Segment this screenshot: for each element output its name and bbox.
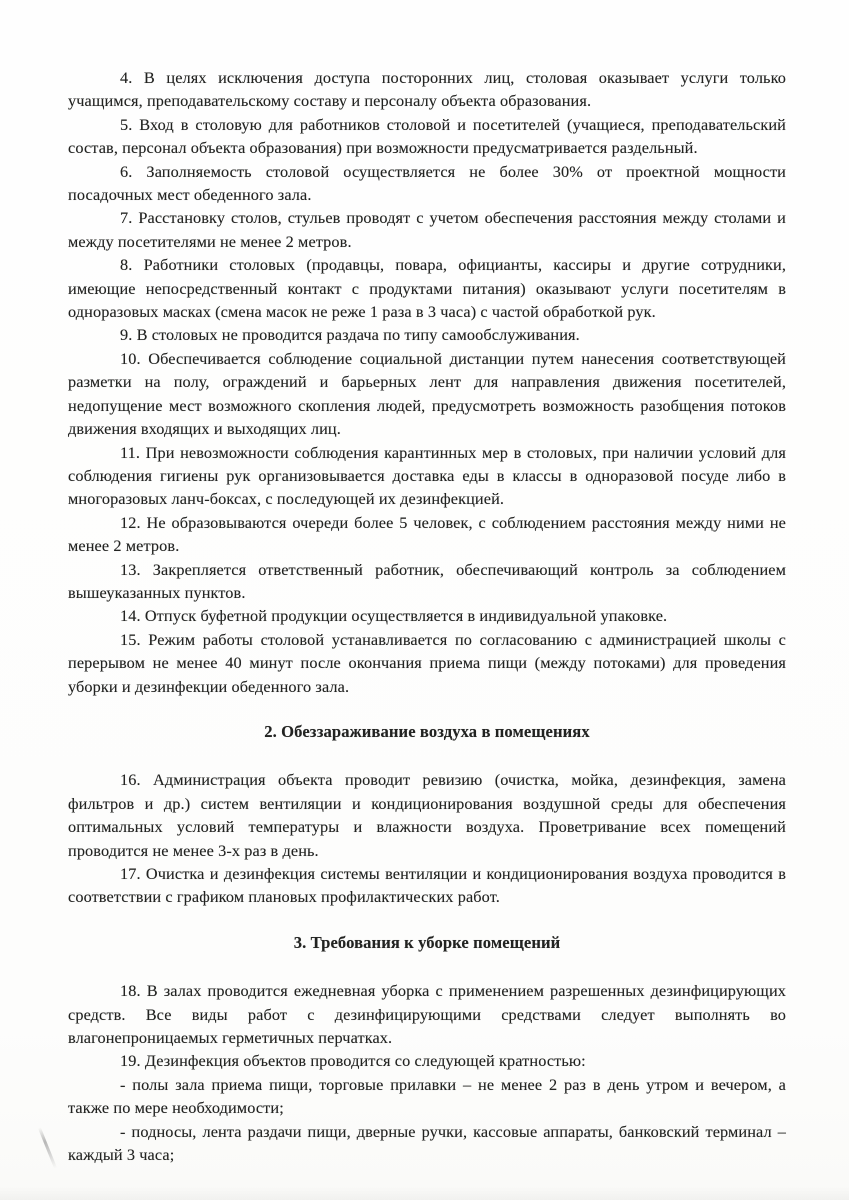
scan-mark-artifact bbox=[38, 1127, 57, 1169]
paragraph: - подносы, лента раздачи пищи, дверные ручки, кассовые аппараты, банковский терминал – каждый 3 часа; bbox=[68, 1121, 786, 1165]
paragraph: 16. Администрация объекта проводит ревизию (очистка, мойка, дезинфекция, замена фильтров и др.) систем вентиляции и кондиционирования воздушной среды для обеспечения оптимальных условий температуры и влажности воздуха. Проветривание всех помещений проводится не менее 3-х раз в день. bbox=[68, 770, 786, 860]
paragraph: - полы зала приема пищи, торговые прилавки – не менее 2 раз в день утром и вечером, а также по мере необходимости; bbox=[68, 1074, 786, 1118]
paper-edge-shade bbox=[0, 1186, 849, 1200]
paragraph: 6. Заполняемость столовой осуществляется не более 30% от проектной мощности посадочных мест обеденного зала. bbox=[68, 161, 786, 205]
paragraph: 15. Режим работы столовой устанавливается по согласованию с администрацией школы с перерывом не менее 40 минут после окончания приема пищи (между потоками) для проведения уборки и дезинфекции обеденного зала. bbox=[68, 629, 786, 696]
paragraph: 13. Закрепляется ответственный работник, обеспечивающий контроль за соблюдением вышеуказанных пунктов. bbox=[68, 559, 786, 602]
paragraph: 8. Работники столовых (продавцы, повара, официанты, кассиры и другие сотрудники, имеющие непосредственный контакт с продуктами питания) оказывают услуги посетителям в одноразовых масках (смена масок не реже 1 раза в 3 часа) с частой обработкой рук. bbox=[68, 255, 786, 322]
paragraph: 19. Дезинфекция объектов проводится со следующей кратностью: bbox=[120, 1051, 586, 1071]
paragraph: 7. Расстановку столов, стульев проводят с учетом обеспечения расстояния между столами и между посетителями не менее 2 метров. bbox=[68, 208, 786, 251]
paragraph: 4. В целях исключения доступа посторонних лиц, столовая оказывает услуги только учащимся, преподавательскому составу и персоналу объекта образования. bbox=[68, 68, 786, 111]
paragraph: 5. Вход в столовую для работников столовой и посетителей (учащиеся, преподавательский состав, персонал объекта образования) при возможности предусматривается раздельный. bbox=[68, 114, 786, 158]
document-body bbox=[68, 66, 786, 1166]
paragraph: 9. В столовых не проводится раздача по типу самообслуживания. bbox=[120, 325, 580, 345]
paragraph: 12. Не образовываются очереди более 5 человек, с соблюдением расстояния между ними не менее 2 метров. bbox=[68, 512, 786, 556]
paragraph: 14. Отпуск буфетной продукции осуществляется в индивидуальной упаковке. bbox=[120, 606, 668, 626]
paragraph: 18. В залах проводится ежедневная уборка с применением разрешенных дезинфицирующих средств. Все виды работ с дезинфицирующими средствами следует выполнять во влагонепроницаемых герметичных перчатках. bbox=[68, 981, 786, 1048]
paragraph: 17. Очистка и дезинфекция системы вентиляции и кондиционирования воздуха проводится в соответствии с графиком плановых профилактических работ. bbox=[68, 864, 786, 907]
paragraph: 11. При невозможности соблюдения карантинных мер в столовых, при наличии условий для соблюдения гигиены рук организовывается доставка еды в классы в одноразовой посуде либо в многоразовых ланч-боксах, с последующей их дезинфекцией. bbox=[68, 442, 786, 509]
section-heading: 3. Требования к уборке помещений bbox=[293, 932, 561, 952]
paragraph: 10. Обеспечивается соблюдение социальной дистанции путем нанесения соответствующей разметки на полу, ограждений и барьерных лент для направления движения посетителей, недопущение мест возможного скопления людей, предусмотреть возможность разобщения потоков движения входящих и выходящих лиц. bbox=[68, 348, 786, 439]
section-heading: 2. Обеззараживание воздуха в помещениях bbox=[264, 721, 590, 741]
